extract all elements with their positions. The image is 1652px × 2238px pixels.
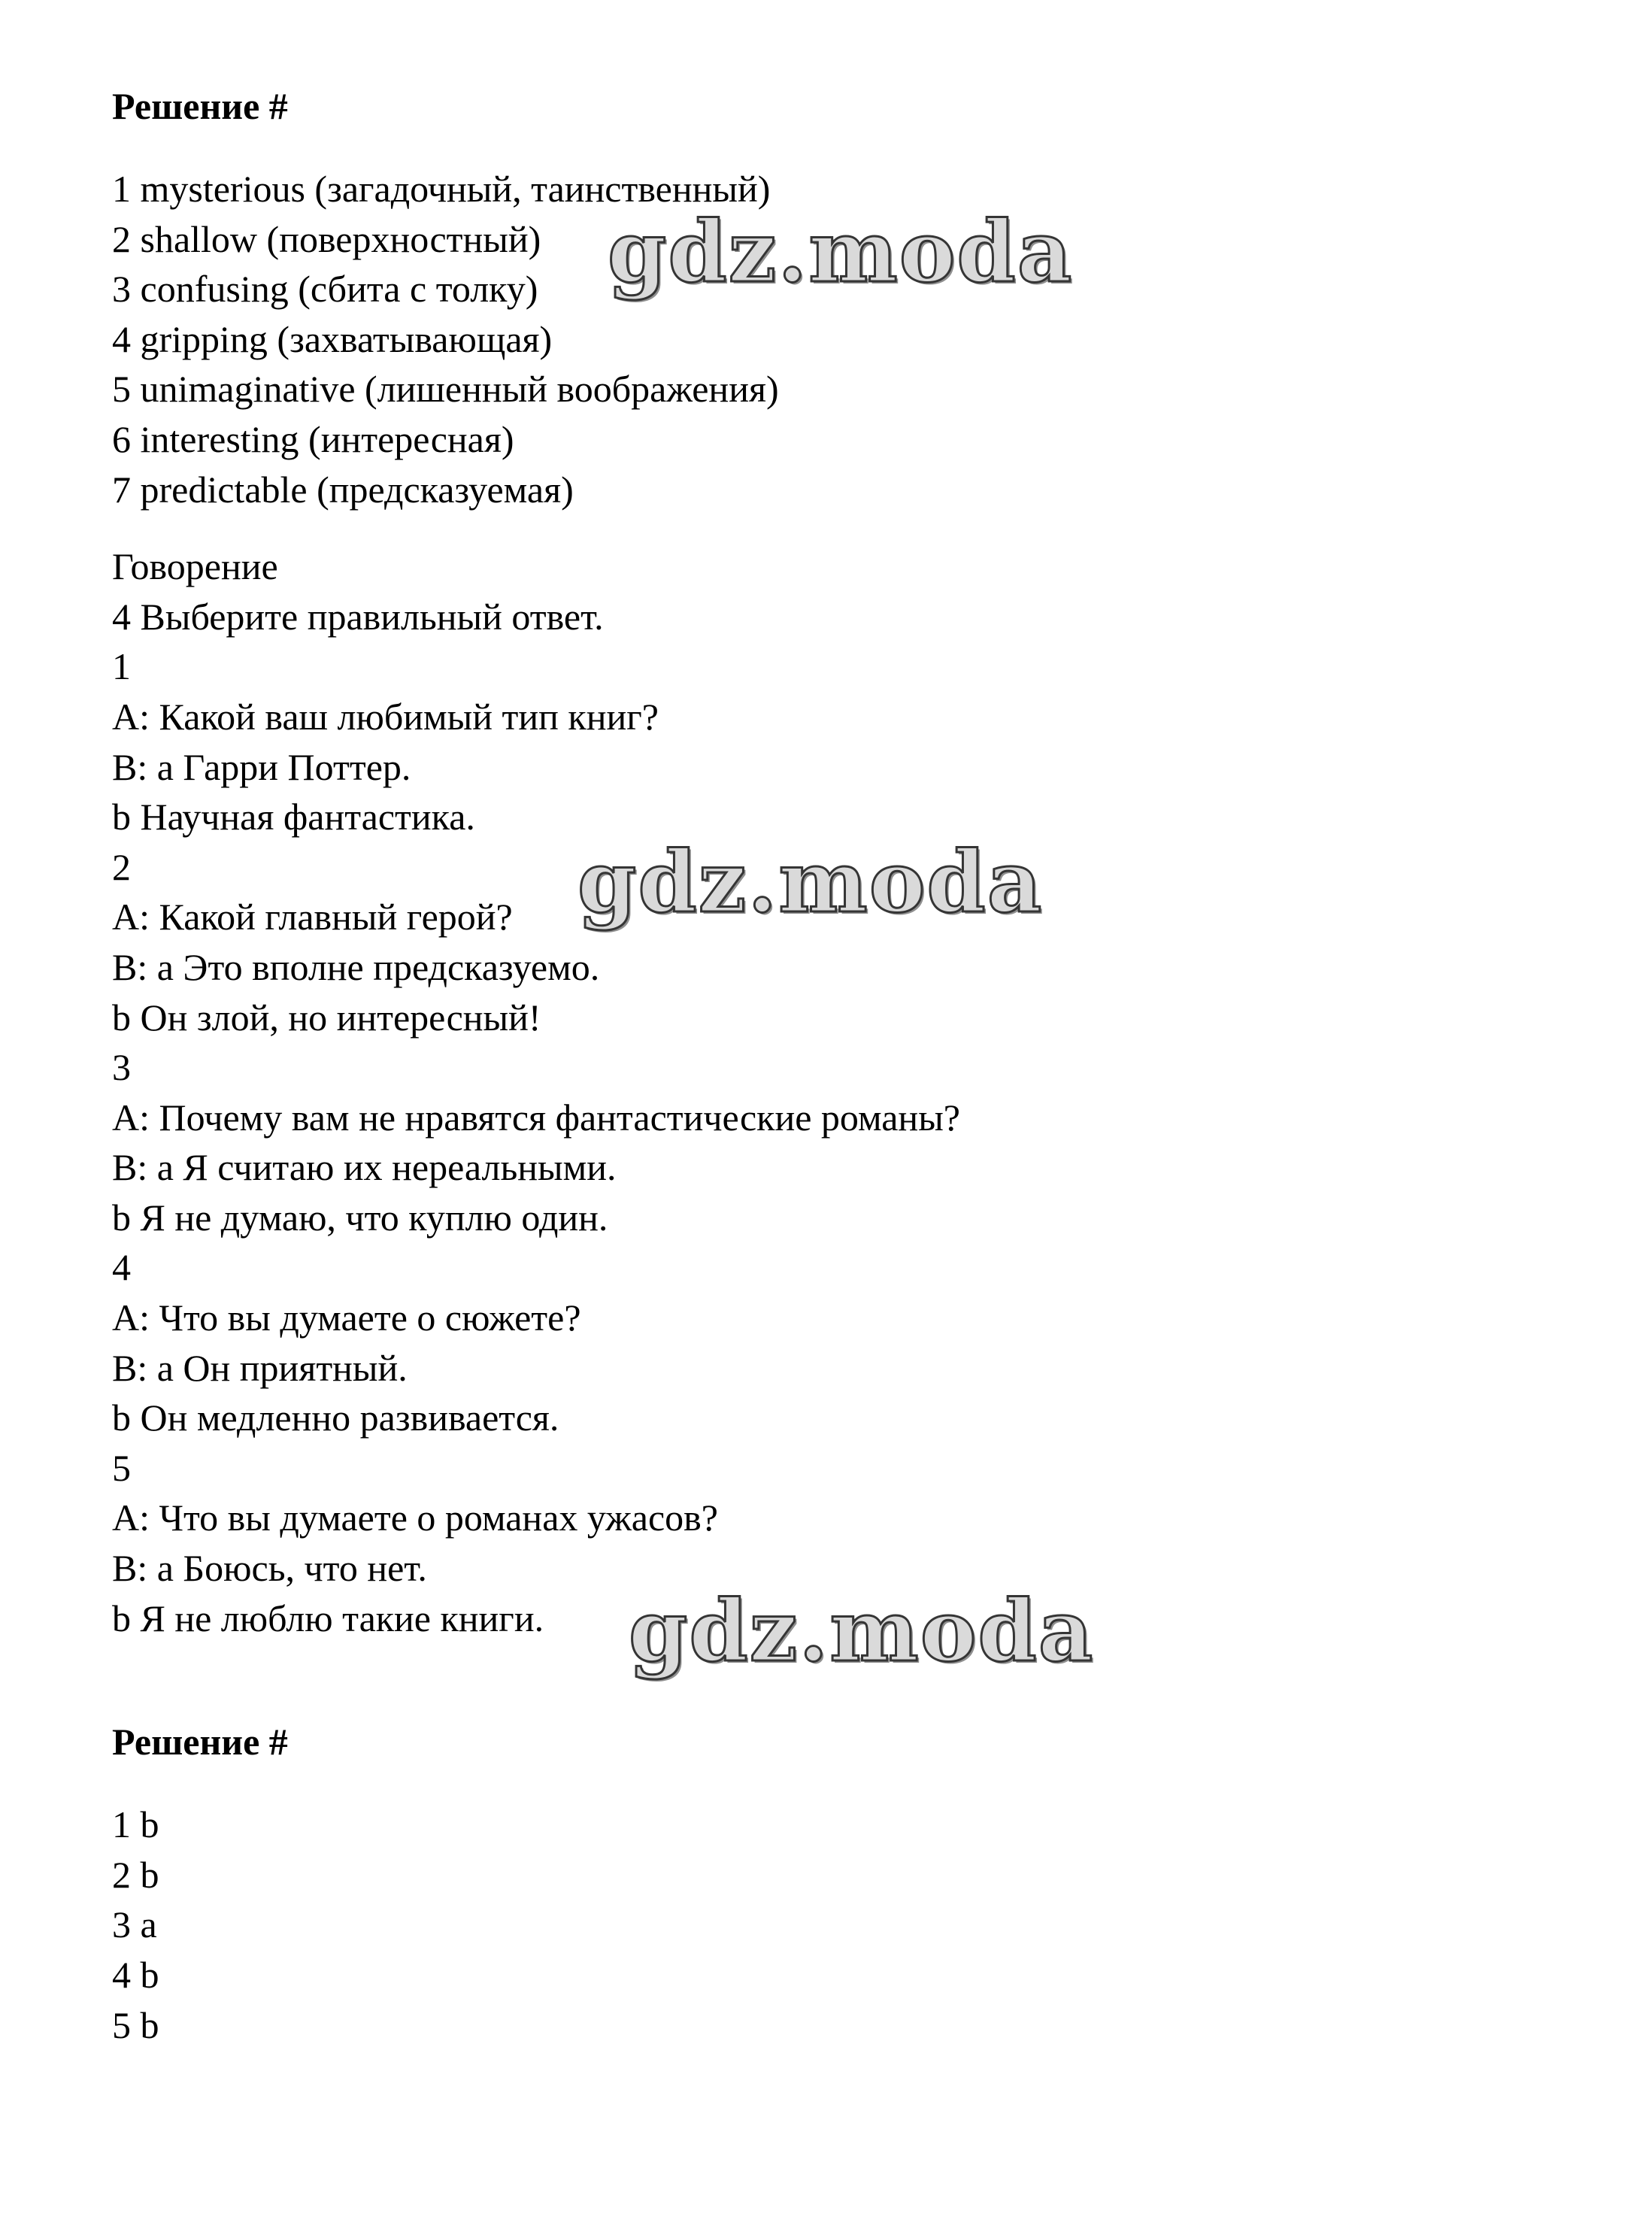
dialogue-line: B: a Гарри Поттер.: [112, 745, 411, 788]
speaking-exercise: [112, 541, 1541, 1643]
solution-heading-1: Решение #: [112, 85, 288, 127]
document-page: [112, 81, 1541, 2050]
answer-line: 3 a: [112, 1903, 157, 1946]
dialogue-line: b Я не думаю, что куплю один.: [112, 1196, 608, 1239]
answer-line: 1 b: [112, 1803, 159, 1846]
dialogue-line: B: a Это вполне предсказуемо.: [112, 945, 600, 988]
vocab-line: 6 interesting (интересная): [112, 417, 514, 460]
vocab-line: 4 gripping (захватывающая): [112, 317, 553, 360]
watermark-logo: gdz.moda: [608, 203, 1074, 302]
dialogue-line: b Научная фантастика.: [112, 796, 475, 838]
question-number: 3: [112, 1046, 131, 1089]
dialogue-line: b Он злой, но интересный!: [112, 996, 541, 1039]
answer-key-list: [112, 1800, 1541, 2050]
dialogue-line: A: Что вы думаете о сюжете?: [112, 1296, 581, 1339]
vocab-line: 2 shallow (поверхностный): [112, 217, 541, 260]
question-number: 1: [112, 645, 131, 688]
dialogue-line: B: a Боюсь, что нет.: [112, 1547, 427, 1590]
question-number: 2: [112, 845, 131, 888]
dialogue-line: A: Почему вам не нравятся фантастические романы?: [112, 1096, 960, 1139]
dialogue-line: b Он медленно развивается.: [112, 1396, 559, 1439]
vocab-line: 5 unimaginative (лишенный воображения): [112, 368, 779, 411]
question-number: 4: [112, 1246, 131, 1289]
question-number: 5: [112, 1446, 131, 1489]
watermark-logo: gdz.moda: [577, 833, 1044, 932]
answer-line: 2 b: [112, 1853, 159, 1896]
solution-heading-2: Решение #: [112, 1721, 288, 1763]
speaking-title: Говорение: [112, 545, 278, 588]
dialogue-line: B: a Я считаю их нереальными.: [112, 1146, 617, 1189]
exercise-instruction: 4 Выберите правильный ответ.: [112, 595, 604, 638]
dialogue-line: A: Что вы думаете о романах ужасов?: [112, 1497, 718, 1539]
vocab-line: 3 confusing (сбита с толку): [112, 268, 538, 311]
vocab-line: 1 mysterious (загадочный, таинственный): [112, 168, 771, 210]
dialogue-line: B: a Он приятный.: [112, 1346, 408, 1389]
answer-line: 5 b: [112, 2003, 159, 2046]
dialogue-line: b Я не люблю такие книги.: [112, 1597, 544, 1639]
watermark-logo: gdz.moda: [629, 1582, 1095, 1681]
vocab-line: 7 predictable (предсказуемая): [112, 468, 574, 511]
answer-line: 4 b: [112, 1954, 159, 1996]
dialogue-line: A: Какой главный герой?: [112, 896, 513, 939]
dialogue-line: A: Какой ваш любимый тип книг?: [112, 695, 659, 738]
